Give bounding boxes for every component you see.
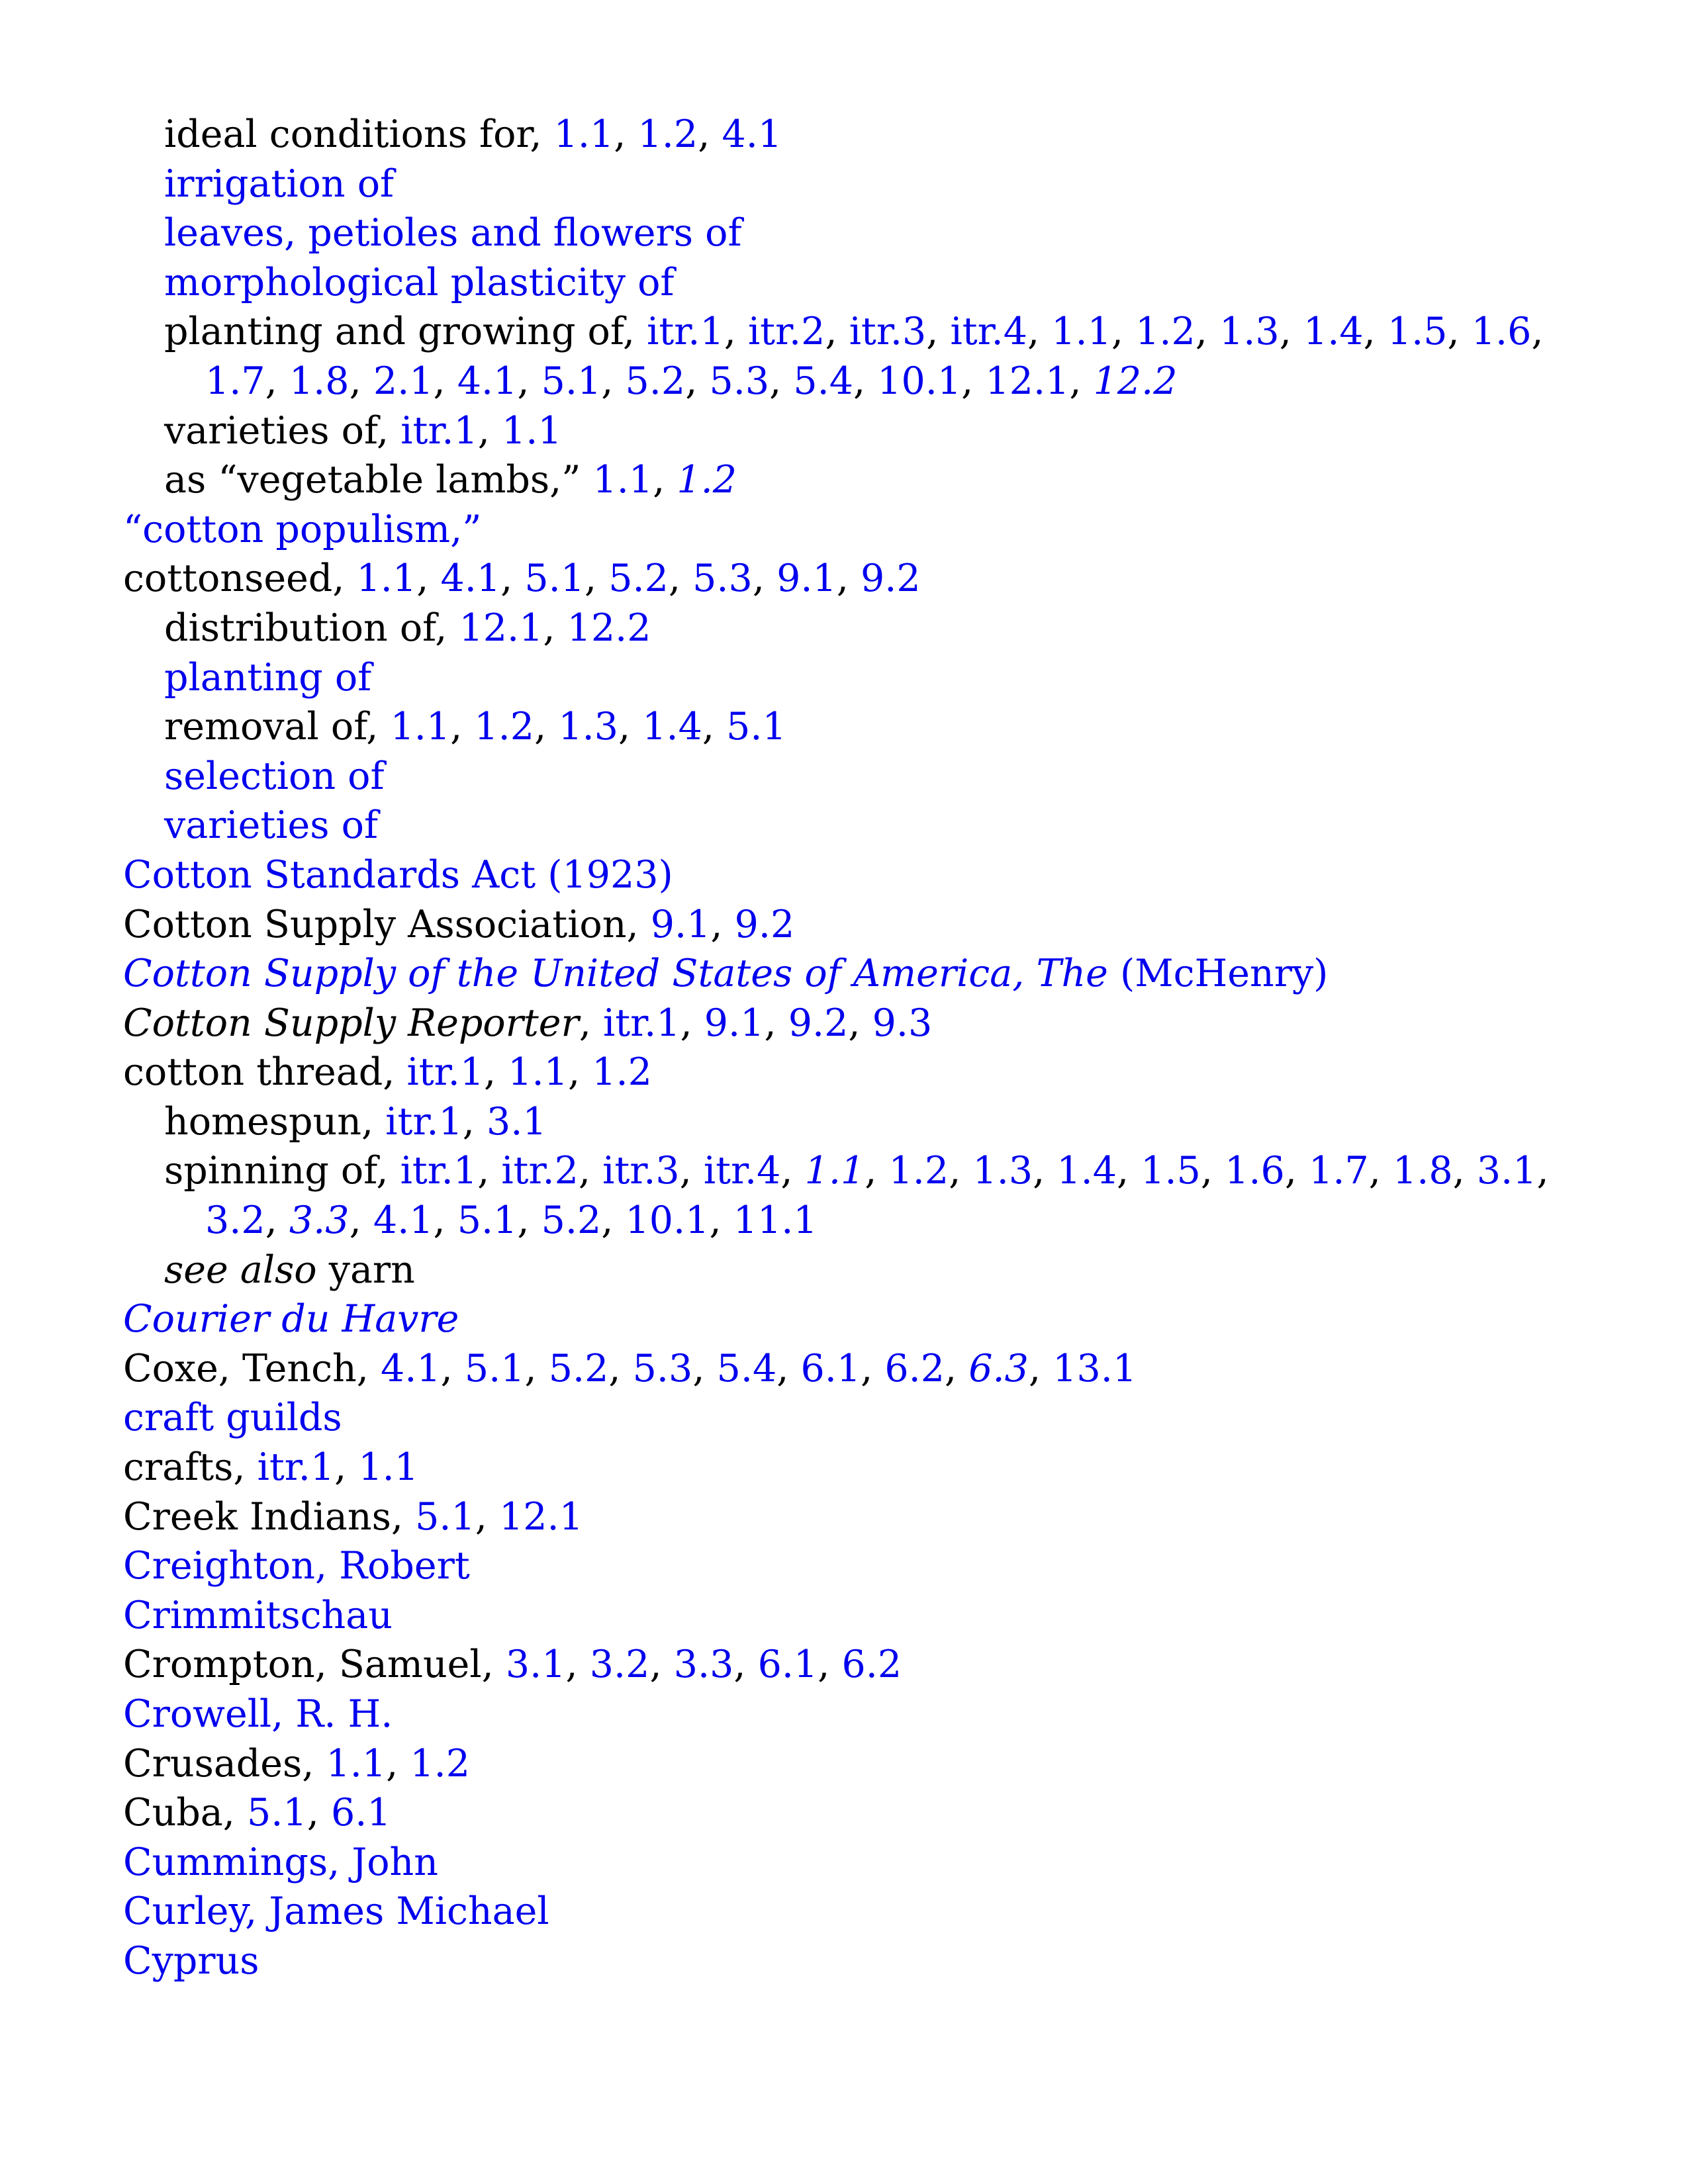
index-entry-heading: Crusades, [123,1741,326,1786]
index-entry: Cotton Supply Association, 9.1, 9.2 [123,902,795,946]
index-entry [123,1393,1586,1443]
index-entry [123,1690,1586,1739]
index-subentry: as “vegetable lambs,” 1.1, 1.2 [164,458,737,502]
page-ref-link[interactable]: 1.2 [888,1149,949,1193]
page-ref-link[interactable]: 6.1 [330,1791,391,1835]
index-entry: Coxe, Tench, 4.1, 5.1, 5.2, 5.3, 5.4, 6.1, 6.2, 6.3, 13.1 [123,1346,1137,1390]
index-entry-heading: cotton thread, [123,1050,407,1095]
page-ref-link[interactable]: 4.1 [722,113,782,156]
page-ref-link[interactable]: 1.4 [642,705,702,749]
page-ref-link[interactable]: 1.6 [1471,310,1532,354]
page-ref-link[interactable]: itr.1 [385,1099,463,1144]
page-ref-link[interactable]: 5.3 [709,359,770,403]
index-entry: Cuba, 5.1, 6.1 [123,1791,391,1835]
page-ref-link[interactable]: 12.1 [499,1494,583,1539]
page-ref-link[interactable]: 5.1 [726,705,786,749]
index-entry-link[interactable]: Cyprus [123,1938,259,1983]
page-ref-link[interactable]: 5.1 [457,1199,518,1243]
index-entry [123,1591,1586,1641]
page-ref-link[interactable]: itr.1 [603,1001,680,1045]
index-entry-heading: crafts, [123,1445,258,1490]
page-ref-link[interactable]: 4.1 [457,359,518,403]
index-entry: Creek Indians, 5.1, 12.1 [123,1494,583,1539]
page-ref-link[interactable]: 1.3 [1219,310,1280,354]
index-subentry: homespun, itr.1, 3.1 [164,1099,547,1144]
page-ref-link[interactable]: 2.1 [373,359,434,403]
page-ref-link[interactable]: 12.2 [1093,359,1178,403]
page-ref-link[interactable]: 5.1 [524,557,585,601]
page-ref-link[interactable]: 9.2 [860,557,921,601]
page-ref-link[interactable]: 1.1 [390,705,451,749]
page-ref-link[interactable]: 3.2 [205,1199,265,1243]
page-ref-link[interactable]: 5.2 [625,359,686,403]
index-entry-link[interactable] [123,952,1328,995]
page-ref-link[interactable]: 11.1 [733,1199,818,1243]
page-ref-link[interactable]: 5.2 [541,1199,602,1243]
page-ref-link[interactable]: 12.1 [985,359,1070,403]
index-entry-link[interactable]: irrigation of [164,161,395,206]
page-ref-link[interactable]: 5.3 [632,1346,693,1390]
index-entry-heading: homespun, [164,1099,386,1144]
index-entry-link[interactable]: Curley, James Michael [123,1889,549,1934]
page-ref-link[interactable]: 3.1 [505,1643,566,1687]
index-subentry [123,208,1586,258]
page-ref-link[interactable]: 1.6 [1225,1149,1285,1193]
page-ref-link[interactable]: 9.1 [776,557,837,601]
page-ref-link[interactable]: 1.4 [1303,310,1364,354]
page-ref-link[interactable]: 10.1 [877,359,962,403]
page-ref-link[interactable]: 1.2 [637,113,698,156]
index-entry-link-tail: (McHenry) [1107,952,1329,996]
index-subentry: ideal conditions for, 1.1, 1.2, 4.1 [164,113,782,156]
page-ref-link[interactable]: 1.8 [1392,1149,1453,1193]
page-ref-link[interactable]: 3.3 [673,1643,734,1687]
page-ref-link[interactable]: 3.2 [589,1643,650,1687]
page-ref-link[interactable]: 6.1 [800,1346,861,1390]
page-ref-link[interactable]: 12.1 [459,606,543,650]
page-ref-link[interactable]: 9.3 [872,1001,933,1045]
page-ref-link[interactable]: 6.2 [841,1643,902,1687]
index-subentry [123,801,1586,850]
index-entry-heading: distribution of, [164,606,459,650]
page-ref-link[interactable]: 5.1 [541,359,602,403]
index-entry-link[interactable]: planting of [164,655,372,700]
page-ref-link[interactable]: 3.1 [1476,1149,1537,1193]
index-entry-link[interactable]: “cotton populism,” [123,507,482,551]
page-ref-link[interactable]: 6.2 [884,1346,945,1390]
page-ref-link[interactable]: 1.3 [558,705,618,749]
index-entry [123,1887,1586,1936]
page-ref-link[interactable]: 1.3 [972,1149,1033,1193]
page-ref-link[interactable]: 1.1 [804,1149,865,1193]
index-entry-link[interactable]: Cummings, John [123,1840,438,1884]
page-ref-link[interactable]: itr.3 [602,1149,680,1193]
page-ref-link[interactable]: 5.4 [716,1346,777,1390]
page-ref-link[interactable]: 1.7 [205,359,265,403]
index-entry-link-title: Courier du Havre [123,1297,459,1342]
index-entry-heading: Coxe, Tench, [123,1346,381,1390]
index-entry-link-title: Cotton Supply of the United States of America, The [123,952,1108,996]
index-entry-link[interactable]: Cotton Standards Act (1923) [123,852,673,897]
page-ref-link[interactable]: itr.2 [747,310,825,354]
index-subentry: planting and growing of, itr.1, itr.2, itr.3, itr.4, 1.1, 1.2, 1.3, 1.4, 1.5, 1.6, 1.7, 1.8, 2.1, 4.1, 5.1, 5.2, 5.3, 5.4, 10.1, 12.1, 12.2 [164,310,1544,403]
index-entry-link[interactable]: Crimmitschau [123,1593,393,1637]
page-ref-link[interactable]: 3.1 [486,1099,547,1144]
index-entry [123,949,1586,999]
index-entry [123,1838,1586,1888]
page-ref-link[interactable]: 5.1 [415,1494,475,1539]
page-ref-link[interactable]: 5.4 [793,359,853,403]
page-ref-link[interactable]: itr.1 [400,1149,478,1193]
page-ref-link[interactable]: 1.2 [677,458,737,502]
index-subentry [123,653,1586,703]
index-entry-link[interactable] [123,1297,459,1341]
page-ref-link[interactable]: 1.5 [1141,1149,1201,1193]
index-entry-link[interactable]: morphological plasticity of [164,260,675,304]
index-subentry [123,752,1586,801]
page-ref-link[interactable]: 6.3 [968,1346,1029,1390]
see-also-label: see also [164,1248,317,1292]
index-subentry [123,159,1586,209]
index-entry-heading: planting and growing of, [164,310,647,354]
index-entry: crafts, itr.1, 1.1 [123,1445,419,1490]
page-ref-link[interactable]: itr.1 [406,1050,485,1095]
index-entry: Crompton, Samuel, 3.1, 3.2, 3.3, 6.1, 6.2 [123,1643,902,1687]
page-ref-link[interactable]: itr.4 [703,1149,781,1193]
index-entry-link[interactable]: selection of [164,754,385,798]
index-subentry [123,258,1586,308]
page-ref-link[interactable]: 9.2 [734,902,795,946]
page-ref-link[interactable]: 12.2 [567,606,651,650]
page-ref-link[interactable]: 6.1 [757,1643,818,1687]
page-ref-link[interactable]: 1.1 [508,1050,568,1095]
page-ref-link[interactable]: 5.1 [247,1791,307,1835]
page-ref-link[interactable]: 1.2 [410,1741,471,1786]
page-ref-link[interactable]: 4.1 [440,557,501,601]
index-subentry [123,1246,1586,1295]
index-entry-heading: cottonseed, [123,557,357,601]
index-entry-heading: , [579,1001,604,1045]
page-ref-link[interactable]: 5.1 [464,1346,525,1390]
index-entry-link[interactable]: craft guilds [123,1396,342,1440]
page-ref-link[interactable]: itr.2 [501,1149,579,1193]
see-also-target: yarn [316,1248,415,1292]
page-ref-link[interactable]: itr.1 [400,408,478,453]
page-ref-link[interactable]: 13.1 [1053,1346,1137,1390]
page-ref-link[interactable]: 5.2 [608,557,669,601]
page-ref-link[interactable]: 10.1 [625,1199,710,1243]
page-ref-link[interactable]: 1.2 [1135,310,1196,354]
page-ref-link[interactable]: 5.2 [548,1346,609,1390]
index-list [123,110,1586,1986]
index-subentry: varieties of, itr.1, 1.1 [164,408,562,453]
index-entry-heading: varieties of, [164,408,401,453]
index-entry-heading: ideal conditions for, [164,113,554,156]
index-entry-heading: removal of, [164,705,391,749]
page-ref-link[interactable]: 1.2 [592,1050,652,1095]
index-entry-link[interactable]: Crowell, R. H. [123,1692,393,1736]
page-ref-link[interactable]: 9.2 [788,1001,849,1045]
index-entry [123,1541,1586,1591]
index-subentry: distribution of, 12.1, 12.2 [164,606,651,650]
index-entry [123,1936,1586,1986]
page-ref-link[interactable]: 9.1 [650,902,711,946]
index-entry [123,850,1586,900]
page-ref-link[interactable]: 1.1 [1051,310,1111,354]
index-entry-link[interactable]: leaves, petioles and flowers of [164,211,742,255]
page-ref-link[interactable]: 5.3 [692,557,753,601]
index-entry-heading: as “vegetable lambs,” [164,458,593,502]
index-entry-heading: spinning of, [164,1149,400,1193]
page-ref-link[interactable]: 1.8 [289,359,350,403]
index-entry-link[interactable]: varieties of [164,803,379,848]
page-ref-link[interactable]: 1.1 [326,1741,387,1786]
page-ref-link[interactable]: 1.2 [474,705,535,749]
page-ref-link[interactable]: 9.1 [704,1001,765,1045]
index-subentry: spinning of, itr.1, itr.2, itr.3, itr.4, 1.1, 1.2, 1.3, 1.4, 1.5, 1.6, 1.7, 1.8, 3.1, 3.2, 3.3, 4.1, 5.1, 5.2, 10.1, 11.1 [164,1149,1549,1243]
page-ref-link[interactable]: 4.1 [373,1199,434,1243]
page-ref-link[interactable]: itr.4 [950,310,1027,354]
page-ref-link[interactable]: 1.4 [1056,1149,1117,1193]
index-entry [123,505,1586,555]
page-ref-link[interactable]: itr.1 [257,1445,335,1490]
index-entry-heading: Cotton Supply Association, [123,902,651,946]
page-ref-link[interactable]: 1.1 [553,113,614,156]
index-entry: cotton thread, itr.1, 1.1, 1.2 [123,1050,652,1095]
index-entry-heading: Cuba, [123,1791,248,1835]
index-entry-title: Cotton Supply Reporter [123,1001,579,1045]
index-entry-heading: Creek Indians, [123,1494,416,1539]
index-entry-link[interactable]: Creighton, Robert [123,1544,470,1588]
page-ref-link[interactable]: 3.3 [289,1199,350,1243]
page-ref-link[interactable]: 1.5 [1387,310,1448,354]
page-ref-link[interactable]: 4.1 [380,1346,441,1390]
index-entry: Crusades, 1.1, 1.2 [123,1741,471,1786]
page-ref-link[interactable]: 1.1 [358,1445,419,1490]
index-entry [123,1295,1586,1344]
page-ref-link[interactable]: 1.1 [592,458,653,502]
page-ref-link[interactable]: 1.1 [502,408,562,453]
page-ref-link[interactable]: itr.3 [849,310,927,354]
index-entry: Cotton Supply Reporter, itr.1, 9.1, 9.2, 9.3 [123,1001,933,1045]
index-entry: cottonseed, 1.1, 4.1, 5.1, 5.2, 5.3, 9.1, 9.2 [123,557,921,601]
page-ref-link[interactable]: 1.1 [356,557,417,601]
page-ref-link[interactable]: 1.7 [1309,1149,1369,1193]
index-subentry: removal of, 1.1, 1.2, 1.3, 1.4, 5.1 [164,705,786,749]
page-ref-link[interactable]: itr.1 [647,310,724,354]
index-entry-heading: Crompton, Samuel, [123,1643,506,1687]
